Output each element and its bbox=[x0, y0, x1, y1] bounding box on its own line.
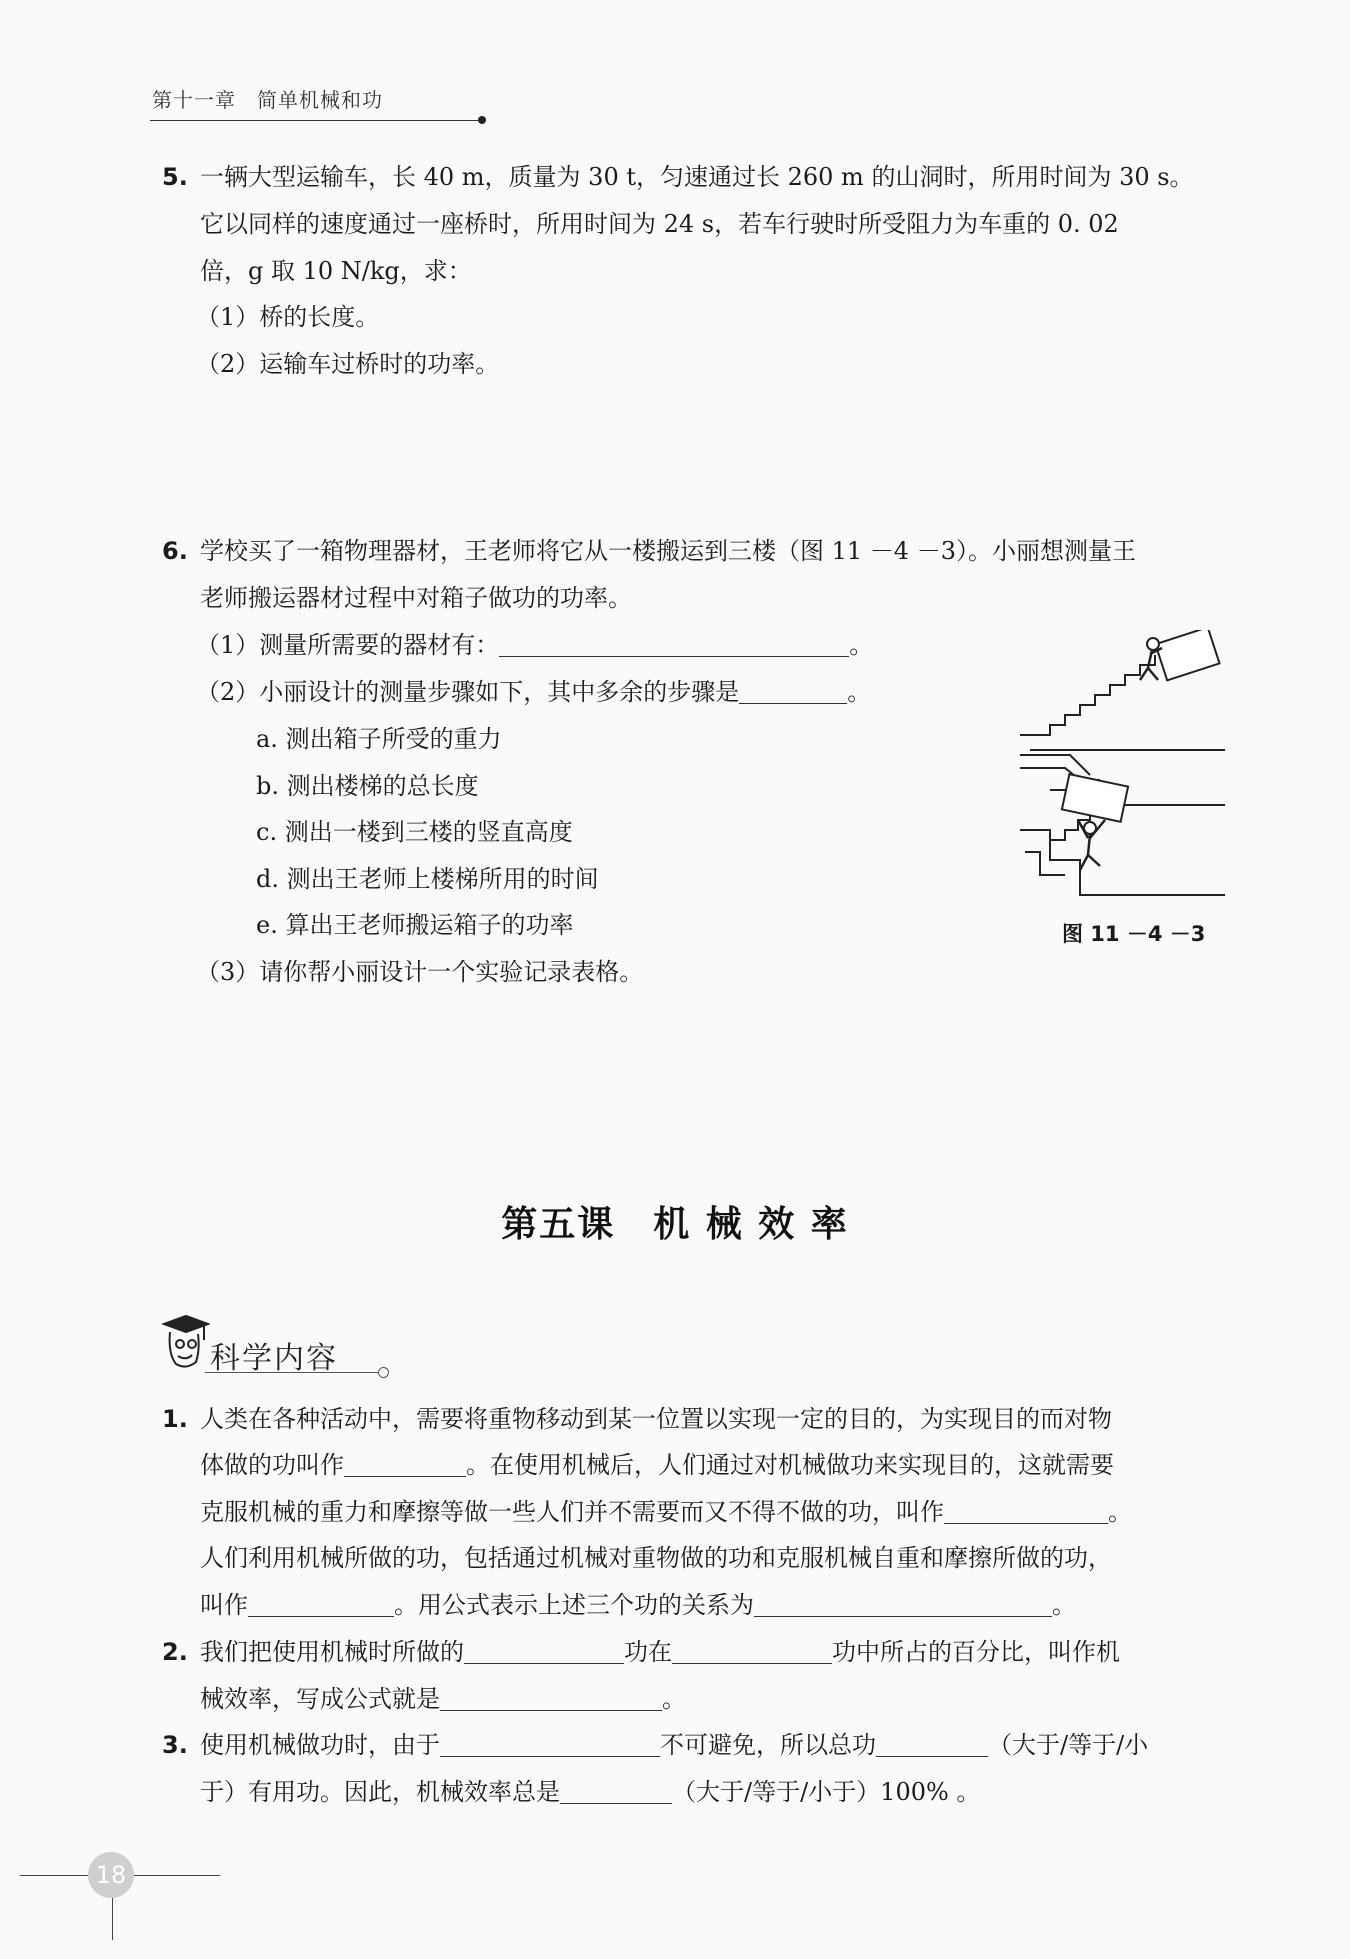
header-dot bbox=[478, 116, 486, 124]
extra-work-blank[interactable] bbox=[944, 1501, 1108, 1524]
useful-work-blank[interactable] bbox=[344, 1454, 466, 1477]
q6-line1: 学校买了一箱物理器材，王老师将它从一楼搬运到三楼（图 11 －4 －3）。小丽想测量王 bbox=[200, 537, 1136, 565]
q6-line2: 老师搬运器材过程中对箱子做功的功率。 bbox=[200, 584, 632, 612]
s3-line2 bbox=[200, 1780, 980, 1804]
s3-line1 bbox=[200, 1733, 1148, 1757]
work-relation-formula-blank[interactable] bbox=[754, 1594, 1052, 1617]
q6-step-a: a. 测出箱子所受的重力 bbox=[256, 725, 502, 753]
page-number: 18 bbox=[88, 1852, 134, 1898]
q5-line1: 一辆大型运输车，长 40 m，质量为 30 t，匀速通过长 260 m 的山洞时，所用时间为 30 s。 bbox=[200, 163, 1194, 191]
science-content-heading: 科学内容 bbox=[210, 1341, 338, 1376]
s1-line5 bbox=[200, 1593, 1076, 1617]
q6-sub2-text: （2）小丽设计的测量步骤如下，其中多余的步骤是 bbox=[196, 678, 740, 706]
q6-step-e: e. 算出王老师搬运箱子的功率 bbox=[256, 911, 574, 939]
s2-line1-c: 功中所占的百分比，叫作机 bbox=[832, 1638, 1120, 1666]
science-heading-ring bbox=[378, 1367, 389, 1378]
q6-extra-step-blank[interactable] bbox=[739, 681, 847, 704]
q6-sub2-period: 。 bbox=[847, 678, 872, 706]
q6-sub1-period: 。 bbox=[849, 631, 874, 659]
efficiency-numerator-blank[interactable] bbox=[464, 1641, 624, 1664]
efficiency-formula-blank[interactable] bbox=[440, 1688, 662, 1711]
efficiency-comparison-blank[interactable] bbox=[560, 1781, 672, 1804]
q5-number: 5. bbox=[162, 163, 188, 191]
s1-line3-text: 克服机械的重力和摩擦等做一些人们并不需要而又不得不做的功，叫作 bbox=[200, 1498, 944, 1526]
s1-line2 bbox=[200, 1453, 1114, 1477]
s2-line2-text: 械效率，写成公式就是 bbox=[200, 1685, 440, 1713]
s2-line2 bbox=[200, 1687, 686, 1711]
q6-sub1 bbox=[196, 633, 873, 657]
s2-line1 bbox=[200, 1640, 1120, 1664]
q5-sub1: （1）桥的长度。 bbox=[196, 303, 380, 331]
science-heading-rule bbox=[205, 1372, 383, 1373]
chapter-header: 第十一章 简单机械和功 bbox=[152, 88, 383, 112]
s3-line1-c: （大于/等于/小 bbox=[988, 1731, 1149, 1759]
total-work-comparison-blank[interactable] bbox=[876, 1734, 988, 1757]
s1-line1: 人类在各种活动中，需要将重物移动到某一位置以实现一定的目的，为实现目的而对物 bbox=[200, 1405, 1112, 1433]
q6-sub3: （3）请你帮小丽设计一个实验记录表格。 bbox=[196, 958, 644, 986]
s1-line3-period: 。 bbox=[1108, 1498, 1132, 1526]
s1-line4: 人们利用机械所做的功，包括通过机械对重物做的功和克服机械自重和摩擦所做的功， bbox=[200, 1544, 1112, 1572]
efficiency-denominator-blank[interactable] bbox=[672, 1641, 832, 1664]
scholar-icon bbox=[160, 1314, 210, 1370]
s2-line2-period: 。 bbox=[662, 1685, 686, 1713]
q6-sub1-text: （1）测量所需要的器材有： bbox=[196, 631, 500, 659]
s3-line1-a: 使用机械做功时，由于 bbox=[200, 1731, 440, 1759]
s3-number: 3. bbox=[162, 1731, 188, 1759]
total-work-blank[interactable] bbox=[248, 1594, 394, 1617]
s3-line2-a: 于）有用功。因此，机械效率总是 bbox=[200, 1778, 560, 1806]
figure-caption: 图 11 －4 －3 bbox=[1062, 922, 1206, 946]
header-rule bbox=[150, 120, 480, 121]
s1-line2-a: 体做的功叫作 bbox=[200, 1451, 344, 1479]
q6-step-c: c. 测出一楼到三楼的竖直高度 bbox=[256, 818, 573, 846]
q6-step-b: b. 测出楼梯的总长度 bbox=[256, 772, 479, 800]
q5-line3: 倍，g 取 10 N/kg，求： bbox=[200, 257, 472, 285]
staircase-figure bbox=[1010, 630, 1230, 900]
s3-line1-b: 不可避免，所以总功 bbox=[660, 1731, 876, 1759]
s1-number: 1. bbox=[162, 1405, 188, 1433]
s2-number: 2. bbox=[162, 1638, 188, 1666]
s1-line2-b: 。在使用机械后，人们通过对机械做功来实现目的，这就需要 bbox=[466, 1451, 1114, 1479]
q6-number: 6. bbox=[162, 537, 188, 565]
q5-line2: 它以同样的速度通过一座桥时，所用时间为 24 s，若车行驶时所受阻力为车重的 0. 02 bbox=[200, 210, 1119, 238]
q6-equipment-blank[interactable] bbox=[499, 634, 849, 657]
unavoidable-factor-blank[interactable] bbox=[440, 1734, 660, 1757]
s3-line2-b: （大于/等于/小于）100% 。 bbox=[672, 1778, 981, 1806]
s2-line1-b: 功在 bbox=[624, 1638, 672, 1666]
s1-line5-a: 叫作 bbox=[200, 1591, 248, 1619]
s2-line1-a: 我们把使用机械时所做的 bbox=[200, 1638, 464, 1666]
s1-line5-b: 。用公式表示上述三个功的关系为 bbox=[394, 1591, 754, 1619]
q5-sub2: （2）运输车过桥时的功率。 bbox=[196, 350, 500, 378]
s1-line3 bbox=[200, 1500, 1132, 1524]
lesson-title: 第五课 机 械 效 率 bbox=[501, 1203, 849, 1245]
q6-sub2 bbox=[196, 680, 871, 704]
q6-step-d: d. 测出王老师上楼梯所用的时间 bbox=[256, 865, 599, 893]
s1-line5-period: 。 bbox=[1052, 1591, 1076, 1619]
